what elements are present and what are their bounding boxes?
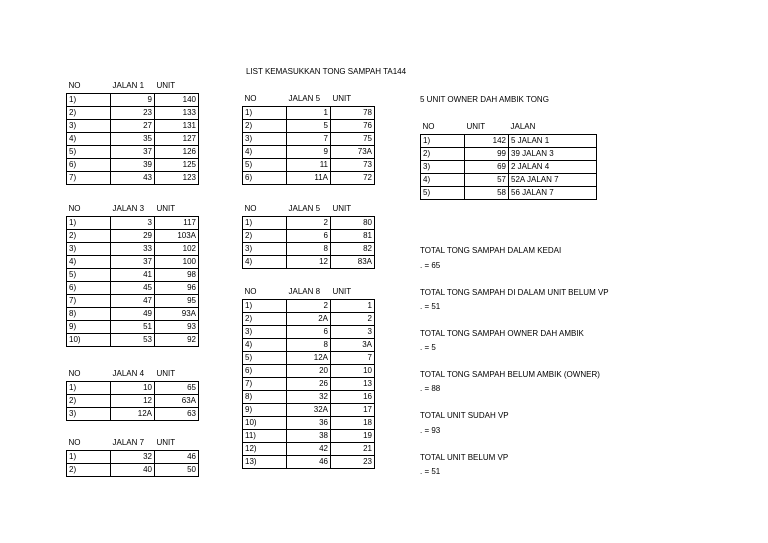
cell-unit: 46 — [155, 450, 199, 463]
cell-unit: 93A — [155, 307, 199, 320]
cell-no: 1) — [67, 381, 111, 394]
jalan-3-table — [66, 203, 199, 347]
cell-jalan: 52A JALAN 7 — [509, 173, 597, 186]
header-unit: UNIT — [155, 80, 199, 93]
table-row — [243, 312, 375, 325]
jalan-4-table — [66, 368, 199, 421]
cell-no: 2) — [243, 119, 287, 132]
cell-unit: 10 — [331, 364, 375, 377]
cell-unit: 100 — [155, 255, 199, 268]
cell-jalan: 42 — [287, 442, 331, 455]
cell-unit: 98 — [155, 268, 199, 281]
cell-unit: 19 — [331, 429, 375, 442]
cell-jalan: 9 — [111, 93, 155, 106]
cell-jalan: 12 — [287, 255, 331, 268]
header-no: NO — [67, 203, 111, 216]
cell-unit: 16 — [331, 390, 375, 403]
table-row — [243, 442, 375, 455]
cell-jalan: 6 — [287, 325, 331, 338]
table-row — [243, 158, 375, 171]
cell-jalan: 29 — [111, 229, 155, 242]
table-row — [243, 145, 375, 158]
header-jalan: JALAN 5 — [287, 203, 331, 216]
cell-jalan: 6 — [287, 229, 331, 242]
header-unit: UNIT — [331, 203, 375, 216]
table-row — [67, 229, 199, 242]
cell-no: 6) — [67, 281, 111, 294]
cell-no: 1) — [421, 134, 465, 147]
cell-no: 4) — [421, 173, 465, 186]
cell-no: 1) — [243, 106, 287, 119]
cell-unit: 73 — [331, 158, 375, 171]
cell-jalan: 12A — [287, 351, 331, 364]
cell-no: 12) — [243, 442, 287, 455]
cell-no: 3) — [243, 325, 287, 338]
cell-no: 8) — [67, 307, 111, 320]
cell-jalan: 35 — [111, 132, 155, 145]
cell-jalan: 49 — [111, 307, 155, 320]
table-row — [243, 299, 375, 312]
cell-no: 5) — [243, 351, 287, 364]
cell-no: 4) — [243, 145, 287, 158]
table-row — [67, 381, 199, 394]
header-no: NO — [67, 437, 111, 450]
header-no: NO — [243, 286, 287, 299]
cell-jalan: 7 — [287, 132, 331, 145]
cell-no: 2) — [243, 312, 287, 325]
cell-no: 7) — [67, 294, 111, 307]
table-row — [243, 325, 375, 338]
cell-unit: 126 — [155, 145, 199, 158]
cell-jalan: 46 — [287, 455, 331, 468]
table-row — [243, 403, 375, 416]
cell-no: 4) — [243, 338, 287, 351]
cell-unit: 1 — [331, 299, 375, 312]
cell-no: 2) — [67, 394, 111, 407]
cell-unit: 21 — [331, 442, 375, 455]
cell-no: 1) — [243, 299, 287, 312]
cell-no: 6) — [243, 364, 287, 377]
table-row — [421, 173, 597, 186]
cell-jalan: 11A — [287, 171, 331, 184]
cell-unit: 83A — [331, 255, 375, 268]
cell-unit: 17 — [331, 403, 375, 416]
cell-unit: 63A — [155, 394, 199, 407]
cell-no: 5) — [67, 268, 111, 281]
table-row — [67, 394, 199, 407]
summary-label: TOTAL UNIT SUDAH VP — [420, 411, 509, 420]
table-row — [67, 463, 199, 476]
cell-jalan: 56 JALAN 7 — [509, 186, 597, 199]
table-row — [67, 171, 199, 184]
table-row — [67, 450, 199, 463]
cell-jalan: 36 — [287, 416, 331, 429]
table-row — [421, 134, 597, 147]
table-row — [243, 242, 375, 255]
cell-no: 13) — [243, 455, 287, 468]
summary-value: . = 51 — [420, 302, 441, 311]
summary-label: TOTAL TONG SAMPAH DI DALAM UNIT BELUM VP — [420, 288, 609, 297]
header-unit: UNIT — [155, 437, 199, 450]
table-row — [67, 216, 199, 229]
cell-jalan: 2 JALAN 4 — [509, 160, 597, 173]
cell-unit: 127 — [155, 132, 199, 145]
cell-no: 5) — [243, 158, 287, 171]
cell-unit: 50 — [155, 463, 199, 476]
cell-unit: 142 — [465, 134, 509, 147]
summary-label: TOTAL TONG SAMPAH OWNER DAH AMBIK — [420, 329, 584, 338]
cell-no: 6) — [67, 158, 111, 171]
cell-no: 1) — [67, 93, 111, 106]
cell-no: 2) — [421, 147, 465, 160]
table-row — [67, 158, 199, 171]
cell-jalan: 23 — [111, 106, 155, 119]
cell-no: 1) — [243, 216, 287, 229]
table-row — [67, 255, 199, 268]
cell-jalan: 38 — [287, 429, 331, 442]
summary-value: . = 93 — [420, 426, 441, 435]
header-no: NO — [421, 121, 465, 134]
cell-no: 1) — [67, 450, 111, 463]
cell-unit: 57 — [465, 173, 509, 186]
table-row — [243, 338, 375, 351]
cell-no: 2) — [67, 463, 111, 476]
summary-value: . = 88 — [420, 384, 441, 393]
cell-unit: 131 — [155, 119, 199, 132]
table-row — [421, 186, 597, 199]
summary-value: . = 51 — [420, 467, 441, 476]
cell-unit: 133 — [155, 106, 199, 119]
table-row — [243, 119, 375, 132]
cell-no: 3) — [67, 242, 111, 255]
table-row — [243, 351, 375, 364]
cell-no: 5) — [421, 186, 465, 199]
cell-unit: 63 — [155, 407, 199, 420]
summary-label: TOTAL TONG SAMPAH BELUM AMBIK (OWNER) — [420, 370, 600, 379]
summary-label: TOTAL TONG SAMPAH DALAM KEDAI — [420, 246, 562, 255]
cell-jalan: 9 — [287, 145, 331, 158]
cell-unit: 93 — [155, 320, 199, 333]
summary-value: . = 5 — [420, 343, 436, 352]
cell-jalan: 8 — [287, 338, 331, 351]
cell-jalan: 32 — [111, 450, 155, 463]
cell-no: 4) — [67, 132, 111, 145]
table-row — [67, 93, 199, 106]
cell-jalan: 33 — [111, 242, 155, 255]
cell-unit: 69 — [465, 160, 509, 173]
table-row — [67, 307, 199, 320]
cell-no: 3) — [243, 242, 287, 255]
cell-no: 3) — [67, 119, 111, 132]
cell-no: 3) — [243, 132, 287, 145]
cell-jalan: 2A — [287, 312, 331, 325]
header-unit: UNIT — [465, 121, 509, 134]
header-jalan: JALAN 3 — [111, 203, 155, 216]
owner-section-title: 5 UNIT OWNER DAH AMBIK TONG — [420, 95, 549, 104]
table-row — [67, 294, 199, 307]
header-unit: UNIT — [331, 286, 375, 299]
jalan-1-table — [66, 80, 199, 185]
cell-jalan: 43 — [111, 171, 155, 184]
cell-unit: 82 — [331, 242, 375, 255]
cell-jalan: 32 — [287, 390, 331, 403]
table-row — [421, 160, 597, 173]
cell-jalan: 3 — [111, 216, 155, 229]
header-no: NO — [243, 93, 287, 106]
cell-unit: 102 — [155, 242, 199, 255]
cell-unit: 99 — [465, 147, 509, 160]
cell-unit: 103A — [155, 229, 199, 242]
cell-no: 6) — [243, 171, 287, 184]
table-row — [243, 429, 375, 442]
cell-jalan: 27 — [111, 119, 155, 132]
cell-jalan: 41 — [111, 268, 155, 281]
header-jalan: JALAN 5 — [287, 93, 331, 106]
table-row — [243, 455, 375, 468]
cell-unit: 65 — [155, 381, 199, 394]
cell-jalan: 32A — [287, 403, 331, 416]
owner-table — [420, 121, 597, 200]
cell-no: 7) — [67, 171, 111, 184]
cell-jalan: 1 — [287, 106, 331, 119]
cell-unit: 125 — [155, 158, 199, 171]
cell-unit: 3A — [331, 338, 375, 351]
cell-unit: 81 — [331, 229, 375, 242]
page-title: LIST KEMASUKKAN TONG SAMPAH TA144 — [246, 67, 407, 76]
cell-unit: 123 — [155, 171, 199, 184]
cell-jalan: 39 JALAN 3 — [509, 147, 597, 160]
cell-no: 9) — [243, 403, 287, 416]
jalan-8-table — [242, 286, 375, 469]
table-row — [243, 171, 375, 184]
cell-no: 4) — [243, 255, 287, 268]
header-jalan: JALAN 7 — [111, 437, 155, 450]
cell-unit: 78 — [331, 106, 375, 119]
table-row — [421, 147, 597, 160]
cell-jalan: 20 — [287, 364, 331, 377]
cell-unit: 140 — [155, 93, 199, 106]
header-no: NO — [243, 203, 287, 216]
cell-unit: 23 — [331, 455, 375, 468]
cell-no: 10) — [243, 416, 287, 429]
cell-jalan: 5 — [287, 119, 331, 132]
cell-unit: 80 — [331, 216, 375, 229]
table-row — [243, 255, 375, 268]
summary-label: TOTAL UNIT BELUM VP — [420, 453, 509, 462]
cell-unit: 3 — [331, 325, 375, 338]
cell-jalan: 11 — [287, 158, 331, 171]
cell-jalan: 47 — [111, 294, 155, 307]
table-row — [67, 333, 199, 346]
table-row — [67, 407, 199, 420]
cell-no: 9) — [67, 320, 111, 333]
cell-unit: 18 — [331, 416, 375, 429]
cell-jalan: 40 — [111, 463, 155, 476]
cell-unit: 72 — [331, 171, 375, 184]
header-unit: UNIT — [155, 203, 199, 216]
cell-no: 8) — [243, 390, 287, 403]
cell-unit: 13 — [331, 377, 375, 390]
header-jalan: JALAN 1 — [111, 80, 155, 93]
cell-no: 7) — [243, 377, 287, 390]
table-row — [67, 119, 199, 132]
jalan-7-table — [66, 437, 199, 477]
table-row — [67, 242, 199, 255]
table-row — [243, 390, 375, 403]
table-row — [243, 229, 375, 242]
cell-unit: 75 — [331, 132, 375, 145]
header-no: NO — [67, 80, 111, 93]
cell-no: 2) — [67, 229, 111, 242]
jalan-5-table-a — [242, 93, 375, 185]
header-jalan: JALAN 8 — [287, 286, 331, 299]
cell-jalan: 8 — [287, 242, 331, 255]
table-row — [243, 416, 375, 429]
cell-jalan: 10 — [111, 381, 155, 394]
cell-unit: 73A — [331, 145, 375, 158]
table-row — [243, 377, 375, 390]
cell-jalan: 12 — [111, 394, 155, 407]
cell-no: 4) — [67, 255, 111, 268]
table-row — [67, 145, 199, 158]
jalan-5-table-b — [242, 203, 375, 269]
table-row — [67, 132, 199, 145]
header-jalan: JALAN 4 — [111, 368, 155, 381]
table-row — [243, 132, 375, 145]
cell-no: 3) — [67, 407, 111, 420]
cell-unit: 117 — [155, 216, 199, 229]
cell-no: 2) — [243, 229, 287, 242]
header-unit: UNIT — [155, 368, 199, 381]
header-no: NO — [67, 368, 111, 381]
cell-jalan: 26 — [287, 377, 331, 390]
table-row — [67, 268, 199, 281]
cell-unit: 58 — [465, 186, 509, 199]
cell-no: 11) — [243, 429, 287, 442]
cell-no: 2) — [67, 106, 111, 119]
cell-unit: 2 — [331, 312, 375, 325]
cell-jalan: 39 — [111, 158, 155, 171]
header-unit: UNIT — [331, 93, 375, 106]
table-row — [243, 106, 375, 119]
cell-jalan: 5 JALAN 1 — [509, 134, 597, 147]
cell-jalan: 2 — [287, 299, 331, 312]
cell-no: 3) — [421, 160, 465, 173]
cell-jalan: 53 — [111, 333, 155, 346]
cell-unit: 95 — [155, 294, 199, 307]
cell-unit: 92 — [155, 333, 199, 346]
table-row — [243, 364, 375, 377]
cell-jalan: 37 — [111, 145, 155, 158]
cell-jalan: 2 — [287, 216, 331, 229]
cell-jalan: 51 — [111, 320, 155, 333]
table-row — [67, 281, 199, 294]
cell-no: 5) — [67, 145, 111, 158]
cell-jalan: 37 — [111, 255, 155, 268]
cell-jalan: 45 — [111, 281, 155, 294]
header-jalan: JALAN — [509, 121, 597, 134]
table-row — [67, 320, 199, 333]
table-row — [243, 216, 375, 229]
cell-unit: 7 — [331, 351, 375, 364]
cell-jalan: 12A — [111, 407, 155, 420]
cell-no: 1) — [67, 216, 111, 229]
cell-unit: 76 — [331, 119, 375, 132]
summary-value: . = 65 — [420, 261, 441, 270]
cell-unit: 96 — [155, 281, 199, 294]
table-row — [67, 106, 199, 119]
cell-no: 10) — [67, 333, 111, 346]
